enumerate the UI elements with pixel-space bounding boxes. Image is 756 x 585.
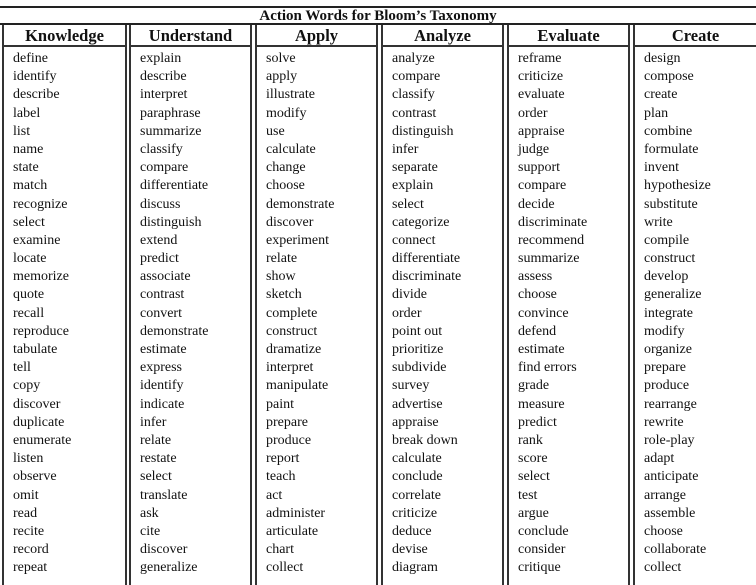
word-item: summarize xyxy=(140,123,202,139)
word-item: compile xyxy=(644,232,690,248)
word-item: convince xyxy=(518,305,569,321)
word-item: select xyxy=(140,469,172,485)
word-item: arrange xyxy=(644,487,686,503)
word-item: consider xyxy=(518,542,566,558)
word-item: recall xyxy=(13,305,45,321)
word-item: grade xyxy=(518,378,550,394)
word-item: describe xyxy=(13,87,60,103)
column-knowledge xyxy=(2,25,127,585)
word-item: modify xyxy=(644,323,685,339)
word-item: discuss xyxy=(140,196,181,212)
word-item: formulate xyxy=(644,141,699,157)
word-list xyxy=(383,47,502,577)
word-list xyxy=(4,47,125,577)
word-item: identify xyxy=(13,69,57,85)
word-item: locate xyxy=(13,251,47,267)
word-item: classify xyxy=(140,141,183,157)
word-item: manipulate xyxy=(266,378,329,394)
word-item: examine xyxy=(13,232,61,248)
column-header: Understand xyxy=(131,25,250,47)
word-item: solve xyxy=(266,51,296,66)
word-item: infer xyxy=(140,414,167,430)
word-item: listen xyxy=(13,451,44,467)
word-item: develop xyxy=(644,269,689,285)
word-item: design xyxy=(644,51,681,66)
word-item: reframe xyxy=(518,51,562,66)
word-item: paraphrase xyxy=(140,105,201,121)
word-item: advertise xyxy=(392,396,443,412)
word-list xyxy=(131,47,250,577)
word-item: change xyxy=(266,160,306,176)
word-item: appraise xyxy=(392,414,439,430)
word-item: rewrite xyxy=(644,414,684,430)
word-item: extend xyxy=(140,232,178,248)
word-item: plan xyxy=(644,105,669,121)
word-item: match xyxy=(13,178,48,194)
word-item: recommend xyxy=(518,232,585,248)
word-item: discriminate xyxy=(518,214,588,230)
word-item: associate xyxy=(140,269,191,285)
word-item: select xyxy=(13,214,45,230)
word-item: choose xyxy=(644,523,683,539)
word-item: list xyxy=(13,123,31,139)
word-item: enumerate xyxy=(13,432,72,448)
word-item: measure xyxy=(518,396,565,412)
word-item: recognize xyxy=(13,196,68,212)
word-item: contrast xyxy=(140,287,185,303)
word-item: infer xyxy=(392,141,419,157)
word-item: tell xyxy=(13,360,31,376)
word-item: report xyxy=(266,451,300,467)
word-item: assemble xyxy=(644,505,696,521)
word-item: dramatize xyxy=(266,342,322,357)
word-item: compose xyxy=(644,69,694,85)
word-item: generalize xyxy=(644,287,702,303)
column-evaluate xyxy=(507,25,630,585)
word-item: rank xyxy=(518,432,543,448)
word-item: describe xyxy=(140,69,187,85)
word-item: criticize xyxy=(518,69,564,85)
word-item: compare xyxy=(392,69,441,85)
word-item: argue xyxy=(518,505,549,521)
word-item: conclude xyxy=(392,469,443,485)
column-header: Evaluate xyxy=(509,25,628,47)
columns-container xyxy=(0,25,756,585)
word-item: collaborate xyxy=(644,542,707,558)
word-item: discover xyxy=(140,542,188,558)
word-item: substitute xyxy=(644,196,698,212)
word-item: predict xyxy=(140,251,179,267)
word-item: summarize xyxy=(518,251,580,267)
word-item: express xyxy=(140,360,182,376)
word-item: combine xyxy=(644,123,693,139)
word-item: tabulate xyxy=(13,342,58,357)
word-item: evaluate xyxy=(518,87,565,103)
word-item: separate xyxy=(392,160,438,176)
word-item: illustrate xyxy=(266,87,315,103)
word-item: distinguish xyxy=(140,214,202,230)
word-item: choose xyxy=(266,178,305,194)
word-item: observe xyxy=(13,469,57,485)
word-item: decide xyxy=(518,196,555,212)
column-header: Apply xyxy=(257,25,376,47)
page-title: Action Words for Bloom’s Taxonomy xyxy=(0,6,756,25)
word-item: relate xyxy=(266,251,298,267)
word-item: point out xyxy=(392,323,443,339)
word-item: relate xyxy=(140,432,172,448)
word-item: anticipate xyxy=(644,469,699,485)
word-item: prioritize xyxy=(392,342,444,357)
word-item: complete xyxy=(266,305,318,321)
word-item: select xyxy=(518,469,550,485)
word-item: use xyxy=(266,123,285,139)
word-item: collect xyxy=(644,560,682,576)
word-item: discover xyxy=(266,214,314,230)
word-item: act xyxy=(266,487,283,503)
word-item: cite xyxy=(140,523,161,539)
word-item: interpret xyxy=(266,360,314,376)
word-item: rearrange xyxy=(644,396,697,412)
word-item: demonstrate xyxy=(140,323,209,339)
word-item: generalize xyxy=(140,560,198,576)
word-item: adapt xyxy=(644,451,675,467)
word-item: modify xyxy=(266,105,307,121)
column-header: Knowledge xyxy=(4,25,125,47)
word-item: differentiate xyxy=(140,178,209,194)
word-item: devise xyxy=(392,542,428,558)
word-item: prepare xyxy=(644,360,686,376)
word-item: define xyxy=(13,51,48,66)
word-item: explain xyxy=(140,51,182,66)
word-item: read xyxy=(13,505,38,521)
word-item: compare xyxy=(140,160,189,176)
column-header: Analyze xyxy=(383,25,502,47)
word-item: experiment xyxy=(266,232,329,248)
word-item: collect xyxy=(266,560,304,576)
word-item: critique xyxy=(518,560,561,576)
word-item: chart xyxy=(266,542,294,558)
word-item: omit xyxy=(13,487,39,503)
word-item: sketch xyxy=(266,287,302,303)
word-item: interpret xyxy=(140,87,188,103)
word-item: administer xyxy=(266,505,326,521)
word-item: predict xyxy=(518,414,557,430)
word-item: estimate xyxy=(140,342,187,357)
word-item: break down xyxy=(392,432,458,448)
column-create xyxy=(633,25,756,585)
word-item: deduce xyxy=(392,523,432,539)
word-item: translate xyxy=(140,487,188,503)
word-item: connect xyxy=(392,232,436,248)
word-item: name xyxy=(13,141,44,157)
word-item: order xyxy=(392,305,422,321)
word-item: hypothesize xyxy=(644,178,711,194)
word-item: test xyxy=(518,487,538,503)
word-item: defend xyxy=(518,323,557,339)
word-item: duplicate xyxy=(13,414,65,430)
word-item: select xyxy=(392,196,424,212)
word-item: reproduce xyxy=(13,323,69,339)
word-item: show xyxy=(266,269,296,285)
word-item: find errors xyxy=(518,360,577,376)
word-item: compare xyxy=(518,178,567,194)
word-item: identify xyxy=(140,378,184,394)
word-item: quote xyxy=(13,287,45,303)
word-list xyxy=(635,47,756,577)
word-item: construct xyxy=(644,251,696,267)
word-item: ask xyxy=(140,505,159,521)
word-item: differentiate xyxy=(392,251,461,267)
word-item: indicate xyxy=(140,396,185,412)
word-item: integrate xyxy=(644,305,693,321)
word-item: write xyxy=(644,214,673,230)
word-item: articulate xyxy=(266,523,319,539)
column-understand xyxy=(129,25,252,585)
word-item: survey xyxy=(392,378,430,394)
word-item: distinguish xyxy=(392,123,454,139)
word-item: role-play xyxy=(644,432,695,448)
word-item: judge xyxy=(518,141,550,157)
word-item: demonstrate xyxy=(266,196,335,212)
word-list xyxy=(509,47,628,577)
column-apply xyxy=(255,25,378,585)
word-item: record xyxy=(13,542,49,558)
word-item: diagram xyxy=(392,560,438,576)
word-item: recite xyxy=(13,523,45,539)
column-analyze xyxy=(381,25,504,585)
word-item: support xyxy=(518,160,560,176)
word-item: convert xyxy=(140,305,182,321)
word-item: memorize xyxy=(13,269,69,285)
word-item: conclude xyxy=(518,523,569,539)
word-item: contrast xyxy=(392,105,437,121)
word-item: apply xyxy=(266,69,298,85)
word-item: state xyxy=(13,160,39,176)
word-item: discover xyxy=(13,396,61,412)
word-item: explain xyxy=(392,178,434,194)
word-item: estimate xyxy=(518,342,565,357)
word-item: calculate xyxy=(266,141,316,157)
word-item: organize xyxy=(644,342,692,357)
word-item: discriminate xyxy=(392,269,462,285)
word-item: calculate xyxy=(392,451,442,467)
word-item: restate xyxy=(140,451,177,467)
word-item: order xyxy=(518,105,548,121)
word-list xyxy=(257,47,376,577)
word-item: criticize xyxy=(392,505,438,521)
word-item: assess xyxy=(518,269,553,285)
word-item: subdivide xyxy=(392,360,447,376)
word-item: paint xyxy=(266,396,294,412)
word-item: repeat xyxy=(13,560,48,576)
word-item: appraise xyxy=(518,123,565,139)
word-item: correlate xyxy=(392,487,441,503)
word-item: construct xyxy=(266,323,318,339)
word-item: produce xyxy=(644,378,690,394)
word-item: create xyxy=(644,87,678,103)
word-item: divide xyxy=(392,287,427,303)
word-item: copy xyxy=(13,378,41,394)
word-item: prepare xyxy=(266,414,308,430)
word-item: score xyxy=(518,451,548,467)
word-item: categorize xyxy=(392,214,450,230)
column-header: Create xyxy=(635,25,756,47)
word-item: classify xyxy=(392,87,435,103)
word-item: choose xyxy=(518,287,557,303)
word-item: teach xyxy=(266,469,296,485)
word-item: invent xyxy=(644,160,679,176)
word-item: produce xyxy=(266,432,312,448)
word-item: analyze xyxy=(392,51,435,66)
word-item: label xyxy=(13,105,41,121)
